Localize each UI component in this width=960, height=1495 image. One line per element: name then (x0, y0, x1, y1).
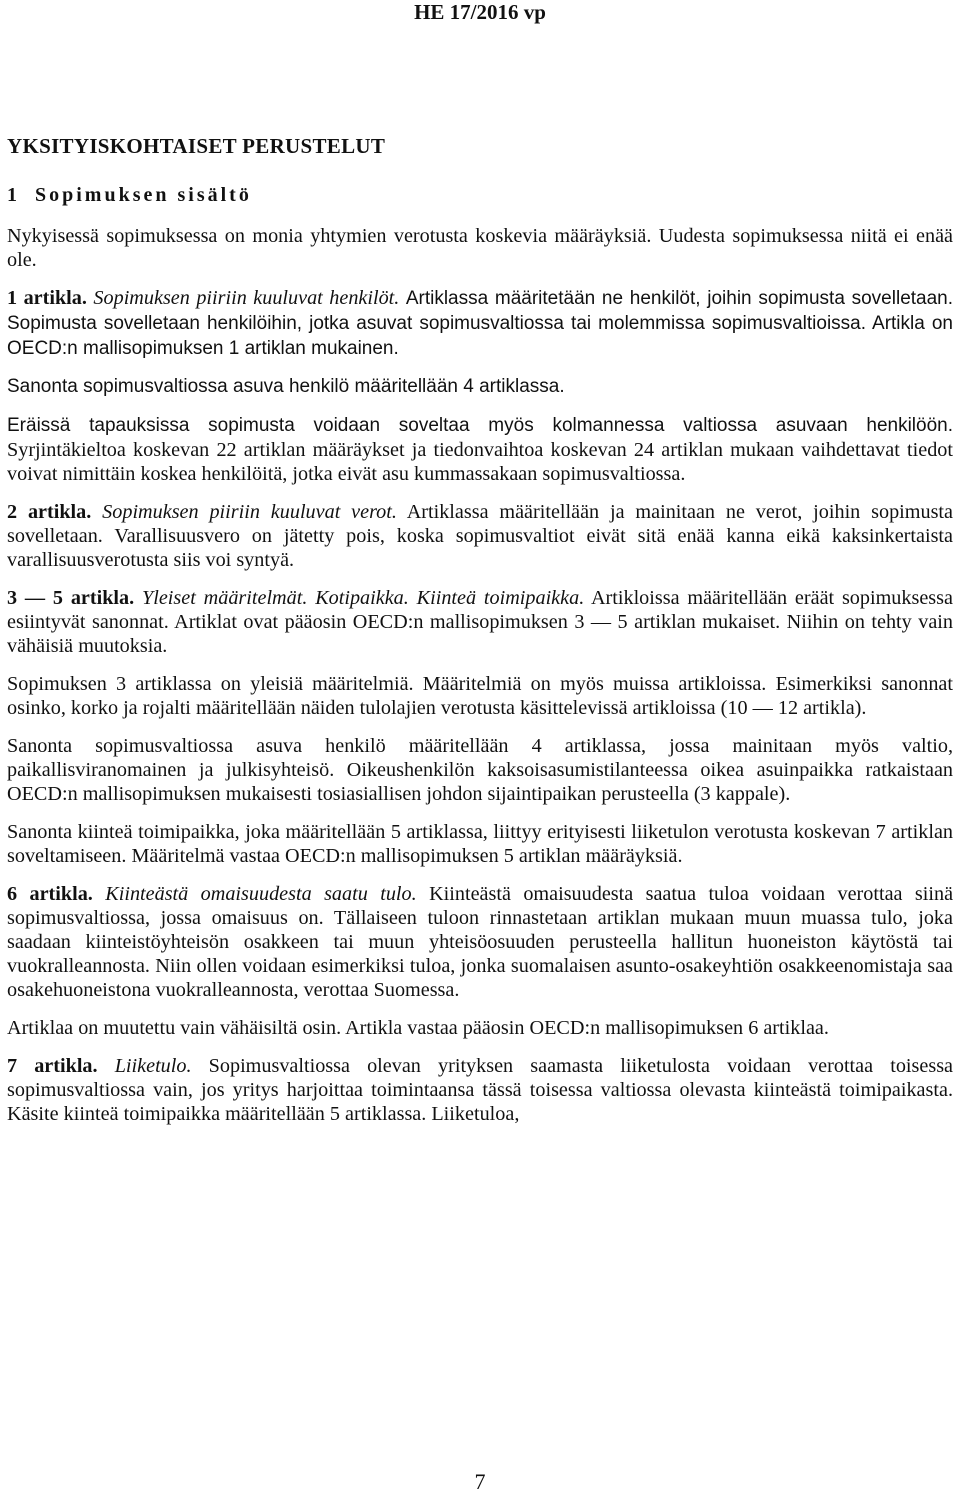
paragraph-text: Syrjintäkieltoa koskevan 22 artiklan määräykset ja tiedonvaihtoa koskevan 24 artiklan mukaan vaihdettavat tiedot voivat nimittäin koskea henkilöitä, jotka eivät asu kummassakaan sopimusvaltiossa. (7, 439, 953, 485)
paragraph-third-state (7, 413, 953, 486)
paragraph-article-6-note: Artiklaa on muutettu vain vähäisiltä osin. Artikla vastaa pääosin OECD:n mallisopimuksen 6 artiklaa. (7, 1017, 829, 1039)
article-label: 6 artikla. (7, 883, 93, 905)
article-title: Kiinteästä omaisuudesta saatu tulo. (105, 883, 417, 905)
article-text: Artikloissa määritellään eräät sopimuksessa esiintyvät sanonnat. Artiklat ovat pääosin OECD:n mallisopimuksen 3 — 5 artiklan mukaiset. Niihin on tehty vain vähäisiä muutoksia. (7, 587, 953, 657)
paragraph-text-sans: Eräissä tapauksissa sopimusta voidaan soveltaa myös kolmannessa valtiossa asuvaan henkilöön. (7, 415, 953, 436)
article-title: Sopimuksen piiriin kuuluvat henkilöt. (93, 287, 400, 309)
subsection-heading (7, 181, 953, 210)
article-label: 1 artikla. (7, 287, 87, 309)
paragraph-intro: Nykyisessä sopimuksessa on monia yhtymien verotusta koskevia määräyksiä. Uudesta sopimuksessa niitä ei enää ole. (7, 225, 953, 271)
article-label: 3 — 5 artikla. (7, 587, 135, 609)
article-title: Liiketulo. (114, 1055, 192, 1077)
paragraph-permanent-establishment: Sanonta kiinteä toimipaikka, joka määritellään 5 artiklassa, liittyy erityisesti liiketulon verotusta koskevan 7 artiklan soveltamiseen. Määritelmä vastaa OECD:n mallisopimuksen 5 artiklan määräyksiä. (7, 821, 953, 867)
article-label: 2 artikla. (7, 501, 92, 523)
article-text: Sopimusvaltiossa olevan yrityksen saamasta liiketulosta voidaan verottaa toisessa sopimusvaltiossa vain, jos yritys harjoittaa toimintaansa tässä toisessa valtiossa olevasta kiinteästä toimipaikasta. Käsite kiinteä toimipaikka määritellään 5 artiklassa. Liiketuloa, (7, 1055, 954, 1125)
document-id-header: HE 17/2016 vp (414, 0, 546, 24)
paragraph-article-7 (7, 1054, 953, 1126)
paragraph-definitions: Sopimuksen 3 artiklassa on yleisiä määritelmiä. Määritelmiä on myös muissa artikloissa. Esimerkiksi sanonnat osinko, korko ja rojalti määritellään näiden tulolajien verotusta käsittelevissä artikloissa (10 — 12 artikla). (7, 673, 953, 719)
article-text: Artiklassa määritellään ja mainitaan ne verot, joihin sopimusta sovelletaan. Varallisuusvero on jätetty pois, koska sopimusvaltiot eivät sitä enää kanna eikä kaksinkertaista varallisuusverotusta siis voi syntyä. (7, 501, 953, 571)
paragraph-residence: Sanonta sopimusvaltiossa asuva henkilö määritellään 4 artiklassa, jossa mainitaan myös valtio, paikallisviranomainen ja julkisyhteisö. Oikeushenkilön kaksoisasumistilanteessa oikea asuinpaikka ratkaistaan OECD:n mallisopimuksen mukaisesti tosiasiallisen johdon sijaintipaikan perusteella (3 kappale). (7, 735, 953, 805)
subsection-number: 1 (7, 184, 17, 206)
article-label: 7 artikla. (7, 1055, 98, 1077)
section-heading: YKSITYISKOHTAISET PERUSTELUT (7, 134, 386, 158)
article-text: Artiklassa määritetään ne henkilöt, joihin sopimusta sovelletaan. Sopimusta sovelletaan henkilöihin, jotka asuvat sopimusvaltiossa tai molemmissa sopimusvaltioissa. Artikla on OECD:n mallisopimuksen 1 artiklan mukainen. (7, 288, 954, 359)
paragraph-article-3-5 (7, 586, 953, 658)
page-number: 7 (474, 1469, 486, 1494)
article-title: Yleiset määritelmät. Kotipaikka. Kiinteä toimipaikka. (142, 587, 585, 609)
subsection-title: Sopimuksen sisältö (35, 184, 252, 206)
article-text: Kiinteästä omaisuudesta saatua tuloa voidaan verottaa siinä sopimusvaltiossa, jossa omaisuus on. Tällaiseen tuloon rinnastetaan artiklan mukaan muun muassa tulo, joka saadaan kiinteistöyhteisön osakkeen tai muun yhteisöosuuden perusteella hallitun huoneiston käytöstä tai vuokralleannosta. Niin ollen voidaan esimerkiksi tuloa, jonka suomalaisen asunto-osakeyhtiön osakkeenomistaja saa osakehuoneistona vuokralleannosta, verottaa Suomessa. (7, 883, 954, 1001)
paragraph-resident-definition: Sanonta sopimusvaltiossa asuva henkilö määritellään 4 artiklassa. (7, 376, 565, 397)
document-body (7, 132, 953, 1140)
paragraph-article-6 (7, 882, 953, 1002)
paragraph-article-1 (7, 286, 953, 361)
paragraph-article-2 (7, 500, 953, 572)
article-title: Sopimuksen piiriin kuuluvat verot. (102, 501, 397, 523)
